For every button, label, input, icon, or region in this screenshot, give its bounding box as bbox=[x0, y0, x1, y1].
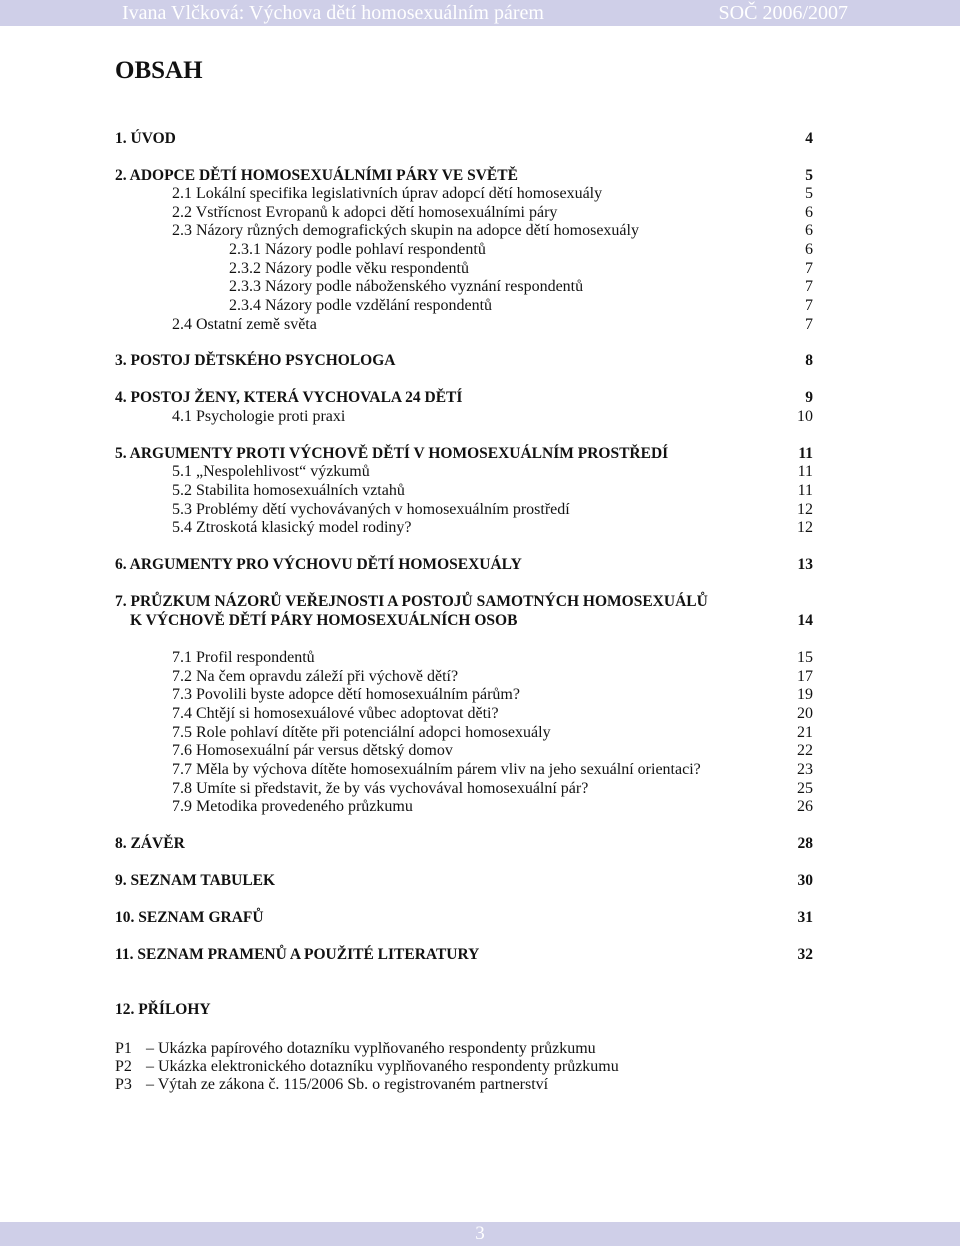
toc-entry-title: 10. SEZNAM GRAFŮ bbox=[115, 909, 264, 926]
toc-entry-page: 5 bbox=[805, 185, 813, 202]
toc-entry-title: 2.2 Vstřícnost Evropanů k adopci dětí homosexuálními páry bbox=[172, 204, 558, 221]
toc-entry-title: 2.3 Názory různých demografických skupin na adopce dětí homosexuály bbox=[172, 222, 639, 239]
toc-entry-title: 1. ÚVOD bbox=[115, 130, 176, 147]
toc-entry-title: 5.4 Ztroskotá klasický model rodiny? bbox=[172, 519, 412, 536]
toc-entry[interactable] bbox=[0, 908, 960, 927]
toc-entry-page: 26 bbox=[797, 798, 813, 815]
toc-entry-title: 4.1 Psychologie proti praxi bbox=[172, 408, 346, 425]
page-header bbox=[0, 0, 960, 26]
toc-entry-page: 6 bbox=[805, 204, 813, 221]
toc-entry-page: 13 bbox=[797, 556, 813, 573]
attachment-text: – Výtah ze zákona č. 115/2006 Sb. o registrovaném partnerství bbox=[146, 1076, 549, 1093]
attachment-item[interactable] bbox=[115, 1039, 596, 1058]
toc-entry-page: 23 bbox=[797, 761, 813, 778]
header-author-title: Ivana Vlčková: Výchova dětí homosexuálním párem bbox=[122, 2, 544, 24]
toc-entry[interactable] bbox=[0, 611, 960, 630]
toc-entry[interactable] bbox=[0, 166, 960, 185]
toc-entry[interactable] bbox=[0, 203, 960, 222]
attachment-code: P1 bbox=[115, 1040, 132, 1057]
toc-entry-page: 20 bbox=[797, 705, 813, 722]
toc-entry[interactable] bbox=[0, 704, 960, 723]
toc-entry-page: 28 bbox=[797, 835, 813, 852]
toc-entry[interactable] bbox=[0, 481, 960, 500]
attachment-item[interactable] bbox=[115, 1057, 619, 1076]
toc-entry[interactable] bbox=[0, 296, 960, 315]
toc-entry-page: 6 bbox=[805, 241, 813, 258]
toc-entry-title: 4. POSTOJ ŽENY, KTERÁ VYCHOVALA 24 DĚTÍ bbox=[115, 389, 463, 406]
toc-entry-page: 17 bbox=[797, 668, 813, 685]
toc-entry-page: 5 bbox=[805, 167, 813, 184]
toc-entry[interactable] bbox=[0, 871, 960, 890]
toc-entry[interactable] bbox=[0, 592, 960, 611]
header-year: SOČ 2006/2007 bbox=[718, 2, 848, 24]
attachment-code: P2 bbox=[115, 1058, 132, 1075]
toc-entry[interactable] bbox=[0, 407, 960, 426]
page-footer bbox=[0, 1222, 960, 1246]
page-number: 3 bbox=[475, 1223, 485, 1244]
toc-entry-title: 7.6 Homosexuální pár versus dětský domov bbox=[172, 742, 453, 759]
toc-entry-page: 31 bbox=[797, 909, 813, 926]
toc-entry-title: 7.7 Měla by výchova dítěte homosexuálním párem vliv na jeho sexuální orientaci? bbox=[172, 761, 701, 778]
toc-entry[interactable] bbox=[0, 741, 960, 760]
toc-entry-title: 8. ZÁVĚR bbox=[115, 835, 185, 852]
toc-entry-title: 2.4 Ostatní země světa bbox=[172, 316, 317, 333]
toc-entry-title: 6. ARGUMENTY PRO VÝCHOVU DĚTÍ HOMOSEXUÁLY bbox=[115, 556, 522, 573]
toc-entry[interactable] bbox=[0, 444, 960, 463]
toc-entry[interactable] bbox=[0, 129, 960, 148]
toc-entry-title: 7.5 Role pohlaví dítěte při potenciální adopci homosexuály bbox=[172, 724, 551, 741]
toc-entry-title: 9. SEZNAM TABULEK bbox=[115, 872, 276, 889]
toc-entry-title: 3. POSTOJ DĚTSKÉHO PSYCHOLOGA bbox=[115, 352, 396, 369]
toc-entry-page: 11 bbox=[797, 482, 813, 499]
toc-entry[interactable] bbox=[0, 500, 960, 519]
toc-entry-title: 2.3.2 Názory podle věku respondentů bbox=[229, 260, 469, 277]
toc-entry[interactable] bbox=[0, 184, 960, 203]
toc-entry-title: 7.8 Umíte si představit, že by vás vychovával homosexuální pár? bbox=[172, 780, 589, 797]
toc-entry-title: 5. ARGUMENTY PROTI VÝCHOVĚ DĚTÍ V HOMOSEXUÁLNÍM PROSTŘEDÍ bbox=[115, 445, 669, 462]
toc-entry-page: 19 bbox=[797, 686, 813, 703]
toc-entry[interactable] bbox=[0, 555, 960, 574]
toc-entry-page: 12 bbox=[797, 519, 813, 536]
toc-entry-title: K VÝCHOVĚ DĚTÍ PÁRY HOMOSEXUÁLNÍCH OSOB bbox=[130, 612, 518, 629]
toc-entry-page: 22 bbox=[797, 742, 813, 759]
toc-entry-title: 5.3 Problémy dětí vychovávaných v homosexuálním prostředí bbox=[172, 501, 570, 518]
toc-entry[interactable] bbox=[0, 667, 960, 686]
toc-entry-page: 7 bbox=[805, 297, 813, 314]
toc-entry-title: 2.1 Lokální specifika legislativních úprav adopcí dětí homosexuály bbox=[172, 185, 603, 202]
toc-entry[interactable] bbox=[0, 518, 960, 537]
toc-entry[interactable] bbox=[0, 315, 960, 334]
attachment-code: P3 bbox=[115, 1076, 132, 1093]
attachments-heading: 12. PŘÍLOHY bbox=[115, 1001, 211, 1018]
toc-entry-page: 9 bbox=[805, 389, 813, 406]
toc-entry-page: 25 bbox=[797, 780, 813, 797]
toc-entry-title: 5.2 Stabilita homosexuálních vztahů bbox=[172, 482, 405, 499]
toc-entry[interactable] bbox=[0, 760, 960, 779]
toc-entry-page: 8 bbox=[805, 352, 813, 369]
toc-entry-page: 7 bbox=[805, 278, 813, 295]
toc-entry[interactable] bbox=[0, 648, 960, 667]
attachment-text: – Ukázka elektronického dotazníku vyplňovaného respondenty průzkumu bbox=[146, 1058, 619, 1075]
toc-entry-page: 12 bbox=[797, 501, 813, 518]
toc-entry-title: 2.3.3 Názory podle náboženského vyznání respondentů bbox=[229, 278, 584, 295]
toc-entry[interactable] bbox=[0, 723, 960, 742]
toc-entry-title: 5.1 „Nespolehlivost“ výzkumů bbox=[172, 463, 370, 480]
toc-entry-page: 15 bbox=[797, 649, 813, 666]
toc-entry-page: 7 bbox=[805, 260, 813, 277]
toc-entry-page: 21 bbox=[797, 724, 813, 741]
toc-entry-title: 2.3.4 Názory podle vzdělání respondentů bbox=[229, 297, 493, 314]
toc-entry[interactable] bbox=[0, 277, 960, 296]
toc-entry[interactable] bbox=[0, 351, 960, 370]
toc-entry-title: 2.3.1 Názory podle pohlaví respondentů bbox=[229, 241, 486, 258]
toc-entry[interactable] bbox=[0, 462, 960, 481]
toc-entry[interactable] bbox=[0, 259, 960, 278]
toc-entry-page: 10 bbox=[797, 408, 813, 425]
toc-entry-title: 7.9 Metodika provedeného průzkumu bbox=[172, 798, 413, 815]
attachment-text: – Ukázka papírového dotazníku vyplňovaného respondenty průzkumu bbox=[146, 1040, 596, 1057]
toc-entry[interactable] bbox=[0, 779, 960, 798]
toc-entry-page: 11 bbox=[797, 463, 813, 480]
toc-entry-title: 7.1 Profil respondentů bbox=[172, 649, 315, 666]
toc-entry-page: 7 bbox=[805, 316, 813, 333]
page-title: OBSAH bbox=[115, 57, 203, 84]
toc-entry-title: 7.2 Na čem opravdu záleží při výchově dětí? bbox=[172, 668, 459, 685]
toc-entry[interactable] bbox=[0, 945, 960, 964]
toc-entry-title: 7. PRŮZKUM NÁZORŮ VEŘEJNOSTI A POSTOJŮ SAMOTNÝCH HOMOSEXUÁLŮ bbox=[115, 593, 708, 610]
toc-entry-title: 2. ADOPCE DĚTÍ HOMOSEXUÁLNÍMI PÁRY VE SVĚTĚ bbox=[115, 167, 518, 184]
toc-entry[interactable] bbox=[0, 240, 960, 259]
toc-entry[interactable] bbox=[0, 797, 960, 816]
attachment-item[interactable] bbox=[115, 1075, 548, 1094]
toc-entry[interactable] bbox=[0, 685, 960, 704]
toc-entry-page: 14 bbox=[797, 612, 813, 629]
toc-entry-title: 7.3 Povolili byste adopce dětí homosexuálním párům? bbox=[172, 686, 520, 703]
toc-entry-title: 11. SEZNAM PRAMENŮ A POUŽITÉ LITERATURY bbox=[115, 946, 480, 963]
toc-entry-page: 6 bbox=[805, 222, 813, 239]
toc-entry-page: 11 bbox=[798, 445, 813, 462]
toc-entry-page: 30 bbox=[797, 872, 813, 889]
toc-entry-page: 32 bbox=[797, 946, 813, 963]
toc-entry-page: 4 bbox=[805, 130, 813, 147]
toc-entry[interactable] bbox=[0, 388, 960, 407]
toc-entry[interactable] bbox=[0, 221, 960, 240]
toc-entry-title: 7.4 Chtějí si homosexuálové vůbec adoptovat děti? bbox=[172, 705, 499, 722]
toc-entry[interactable] bbox=[0, 834, 960, 853]
